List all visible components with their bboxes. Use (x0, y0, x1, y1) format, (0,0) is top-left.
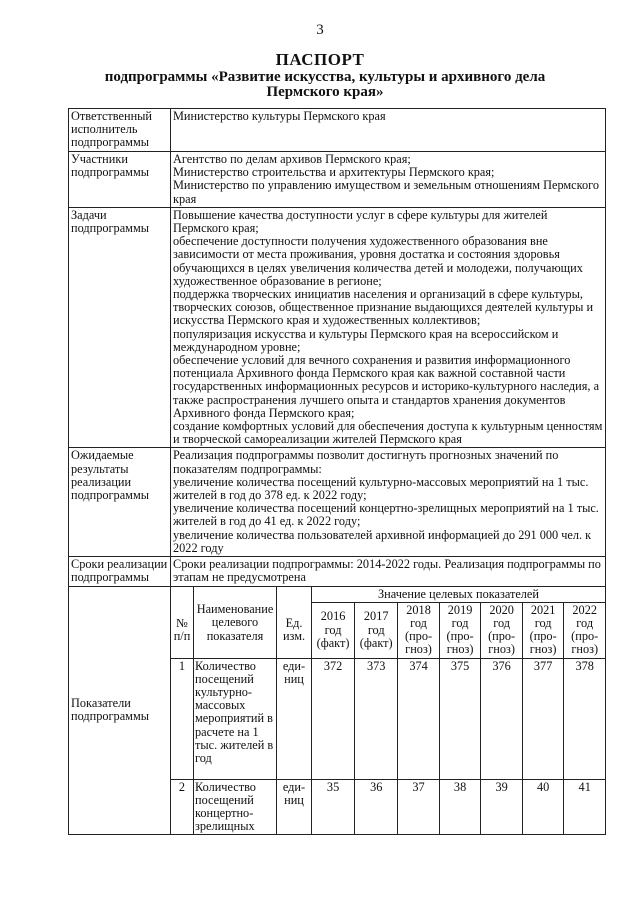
indicator-value: 36 (355, 779, 398, 834)
empty-header-cell (277, 587, 312, 603)
row-results (69, 448, 606, 557)
content-line: Реализация подпрограммы позволит достигнуть прогнозных значений по показателям подпрограммы: (173, 448, 559, 476)
row-content (171, 109, 606, 152)
row-label: Ожидаемые результаты реализации подпрограммы (69, 448, 171, 557)
col-unit-header: Ед. изм. (277, 602, 312, 658)
indicator-row (171, 779, 605, 834)
content-line: Сроки реализации подпрограммы: 2014-2022 годы. Реализация подпрограммы по этапам не предусмотрена (173, 557, 601, 585)
year-header: 2019 год (про-гноз) (439, 602, 481, 658)
indicators-table (171, 587, 605, 835)
indicator-value: 373 (355, 658, 398, 779)
row-terms (69, 557, 606, 586)
content-line: Министерство по управлению имуществом и земельным отношениям Пермского края (173, 178, 600, 206)
indicator-name: Количество посещений культурно-массовых мероприятий в расчете на 1 тыс. жителей в год (194, 658, 277, 779)
row-label: Показатели подпрограммы (69, 586, 171, 835)
row-label: Ответственный исполнитель подпрограммы (69, 109, 171, 152)
indicators-header-group (171, 587, 605, 603)
year-header: 2022 год (про-гноз) (564, 602, 605, 658)
indicator-value: 374 (398, 658, 440, 779)
empty-header-cell (194, 587, 277, 603)
year-header: 2016 год (факт) (312, 602, 355, 658)
indicator-row (171, 658, 605, 779)
indicator-value: 38 (439, 779, 481, 834)
content-line: Агентство по делам архивов Пермского края; (173, 152, 411, 166)
indicator-num: 1 (171, 658, 194, 779)
content-line: увеличение количества посещений концертно-зрелищных мероприятий на 1 тыс. жителей в год до 41 ед. к 2022 году; (173, 501, 599, 529)
row-content (171, 152, 606, 208)
row-tasks (69, 207, 606, 448)
content-line: Министерство строительства и архитектуры Пермского края; (173, 165, 495, 180)
year-header: 2021 год (про-гноз) (522, 602, 564, 658)
passport-table (68, 108, 606, 835)
row-responsible (69, 109, 606, 152)
indicator-value: 37 (398, 779, 440, 834)
indicators-cell (171, 586, 606, 835)
indicator-unit: еди-ниц (277, 658, 312, 779)
row-indicators (69, 586, 606, 835)
indicator-num: 2 (171, 779, 194, 834)
indicator-value: 378 (564, 658, 605, 779)
indicator-name: Количество посещений концертно-зрелищных (194, 779, 277, 834)
col-num-header: № п/п (171, 602, 194, 658)
indicator-value: 372 (312, 658, 355, 779)
group-header: Значение целевых показателей (312, 587, 606, 603)
indicator-value: 377 (522, 658, 564, 779)
indicator-value: 375 (439, 658, 481, 779)
content-line: поддержка творческих инициатив населения и организаций в сфере культуры, творческих союзов, общественное признание выдающихся деятелей культуры и искусства Пермского края и художественных коллективов; (173, 287, 594, 328)
empty-header-cell (171, 587, 194, 603)
indicator-unit: еди-ниц (277, 779, 312, 834)
col-name-header: Наименование целевого показателя (194, 602, 277, 658)
row-content (171, 448, 606, 557)
row-content (171, 557, 606, 586)
row-label: Задачи подпрограммы (69, 207, 171, 448)
content-line: создание комфортных условий для обеспечения доступа к культурным ценностям и творческой самореализации жителей Пермского края (173, 419, 603, 447)
indicator-value: 41 (564, 779, 605, 834)
content-line: Повышение качества доступности услуг в сфере культуры для жителей Пермского края; (173, 207, 548, 236)
row-content (171, 207, 606, 448)
row-participants (69, 152, 606, 208)
document-subtitle: подпрограммы «Развитие искусства, культуры и архивного дела Пермского края» (104, 69, 546, 100)
indicator-value: 40 (522, 779, 564, 834)
indicator-value: 39 (481, 779, 523, 834)
year-header: 2017 год (факт) (355, 602, 398, 658)
year-header: 2020 год (про-гноз) (481, 602, 523, 658)
year-header: 2018 год (про-гноз) (398, 602, 440, 658)
indicator-value: 376 (481, 658, 523, 779)
document-title: ПАСПОРТ (275, 50, 365, 69)
content-line: обеспечение условий для вечного сохранения и развития информационного потенциала Архивного фонда Пермского края как важной составной части государственных информационных ресурсов и историко-культурного наследия, а также распространения лучшего опыта и стандартов хранения документов Архивного фонда Пермского края; (173, 353, 600, 420)
row-label: Участники подпрограммы (69, 152, 171, 208)
indicator-value: 35 (312, 779, 355, 834)
content-line: увеличение количества посещений культурно-массовых мероприятий на 1 тыс. жителей в год до 378 ед. к 2022 году; (173, 474, 589, 503)
content-line: увеличение количества пользователей архивной информацией до 291 000 чел. к 2022 году (173, 527, 592, 555)
content-line: популяризация искусства и культуры Пермского края на всероссийском и международном уровне; (173, 326, 559, 354)
page-number: 3 (316, 22, 324, 38)
row-label: Сроки реализации подпрограммы (69, 557, 171, 586)
content-line: Министерство культуры Пермского края (173, 109, 386, 123)
indicators-header (171, 602, 605, 658)
content-line: обеспечение доступности получения художественного образования вне зависимости от места проживания, уровня достатка и состояния здоровья обучающихся в целях увеличения количества детей и молодежи, получающих художественное образование в регионе; (173, 234, 583, 288)
